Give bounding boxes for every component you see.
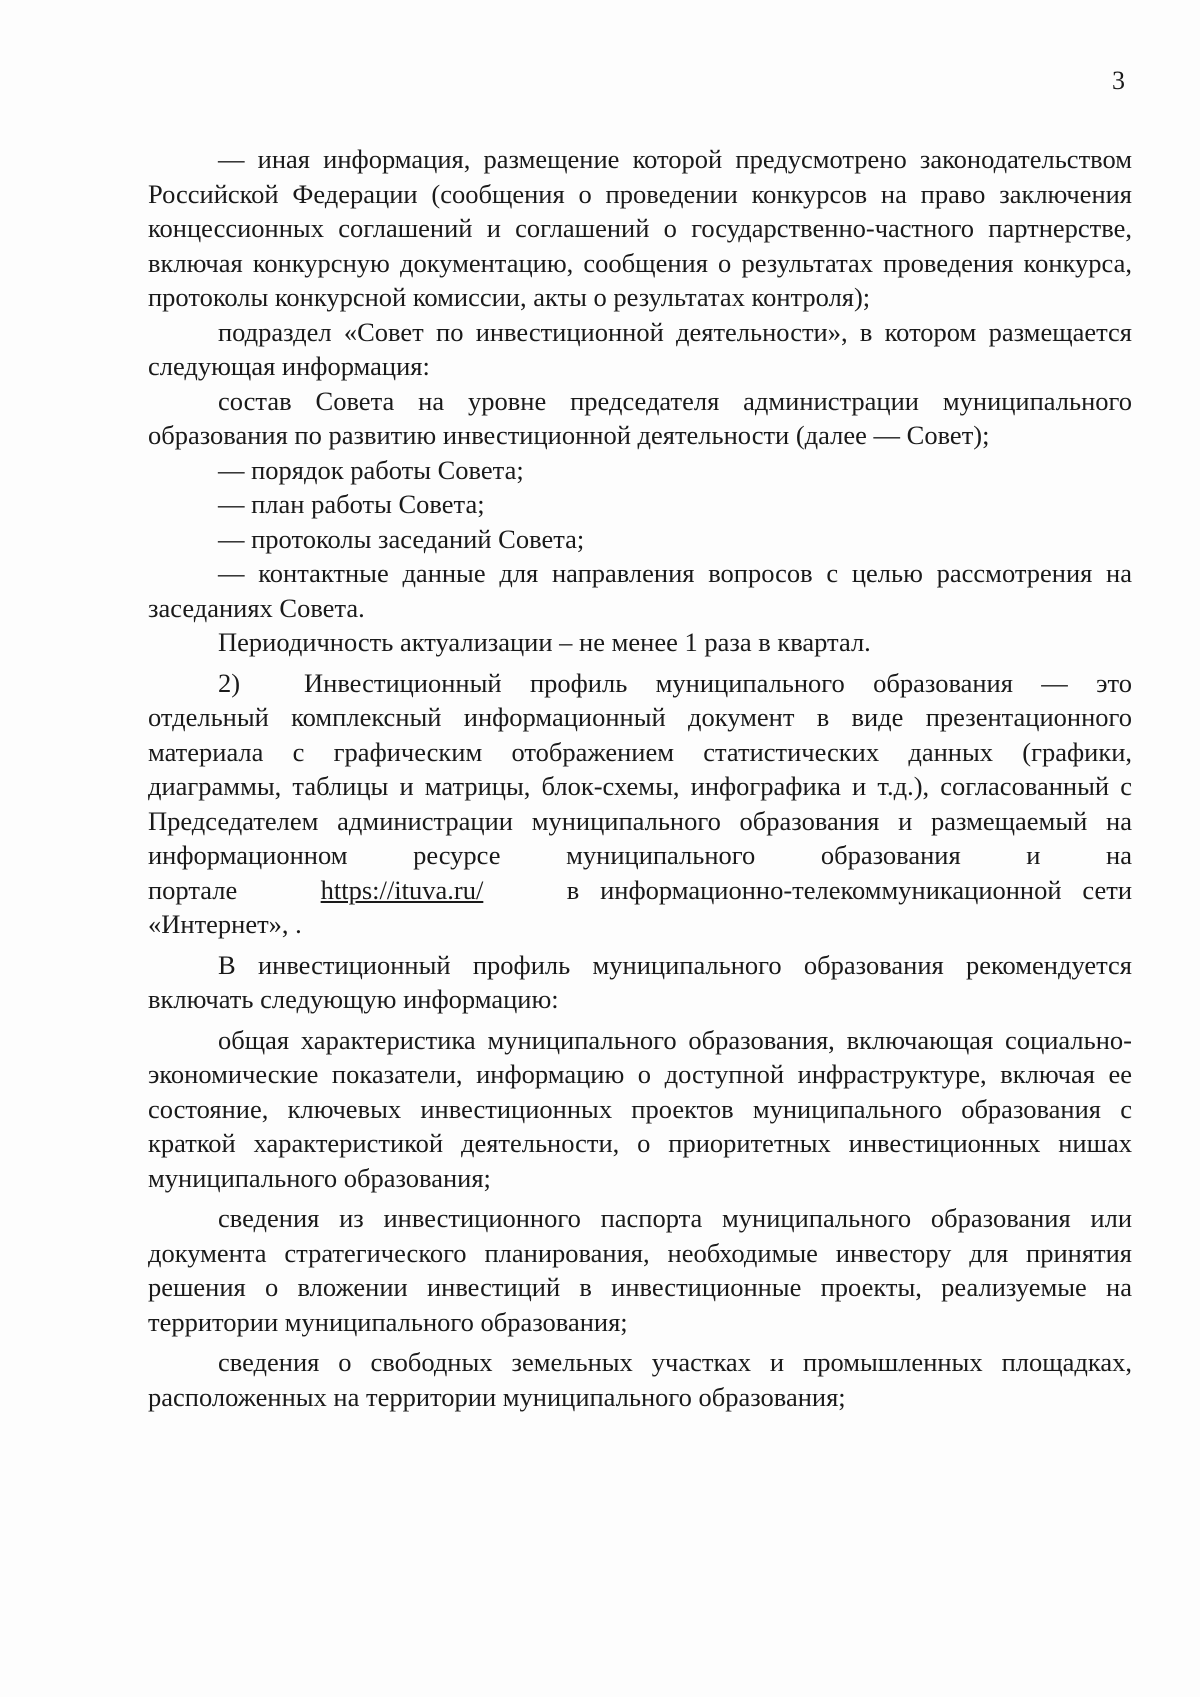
- paragraph-general-characteristics: общая характеристика муниципального образования, включающая социально-экономические показатели, информацию о доступной инфраструктуре, включая ее состояние, ключевых инвестиционных проектов муниципального образования с краткой характеристикой деятельности, о приоритетных инвестиционных нишах муниципального образования;: [148, 1024, 1132, 1193]
- list-item-council-procedure: — порядок работы Совета;: [218, 454, 524, 485]
- paragraph-passport-info: сведения из инвестиционного паспорта муниципального образования или документа стратегического планирования, необходимые инвестору для принятия решения о вложении инвестиций в инвестиционные проекты, реализуемые на территории муниципального образования;: [148, 1203, 1132, 1337]
- paragraph-council-subsection: подраздел «Совет по инвестиционной деятельности», в котором размещается следующая информация:: [148, 316, 1132, 381]
- paragraph-investment-profile: [148, 666, 1132, 942]
- profile-text: Инвестиционный профиль муниципального образования — это отдельный комплексный информационный документ в виде презентационного материала с графическим отображением статистических данных (графики, диаграммы, таблицы и матрицы, блок-схемы, инфографика и т.д.), согласованный с Председателем администрации муниципального образования и размещаемый на информационном ресурсе муниципального образования и на портале: [148, 667, 1132, 905]
- list-item-council-contacts: — контактные данные для направления вопросов с целью рассмотрения на заседаниях Совета.: [148, 558, 1132, 623]
- document-body: [148, 142, 1132, 1414]
- item-number: 2): [218, 667, 241, 698]
- list-item-council-plan: — план работы Совета;: [218, 489, 485, 519]
- list-item-council-protocols: — протоколы заседаний Совета;: [218, 523, 585, 554]
- paragraph-council-composition: состав Совета на уровне председателя администрации муниципального образования по развитию инвестиционной деятельности (далее — Совет);: [148, 385, 1132, 450]
- profile-text-end: в информационно-телекоммуникационной сети «Интернет», .: [148, 874, 1133, 939]
- portal-link[interactable]: https://ituva.ru/: [320, 874, 484, 905]
- paragraph-other-info: — иная информация, размещение которой предусмотрено законодательством Российской Федерации (сообщения о проведении конкурсов на право заключения концессионных соглашений и соглашений о государственно-частного партнерстве, включая конкурсную документацию, сообщения о результатах проведения конкурса, протоколы конкурсной комиссии, акты о результатах контроля);: [148, 144, 1132, 312]
- paragraph-land-plots: сведения о свободных земельных участках и промышленных площадках, расположенных на территории муниципального образования;: [148, 1347, 1132, 1412]
- paragraph-update-frequency: Периодичность актуализации – не менее 1 раза в квартал.: [218, 627, 871, 657]
- paragraph-profile-recommendation: В инвестиционный профиль муниципального образования рекомендуется включать следующую информацию:: [148, 949, 1132, 1014]
- page-number: 3: [1112, 66, 1125, 95]
